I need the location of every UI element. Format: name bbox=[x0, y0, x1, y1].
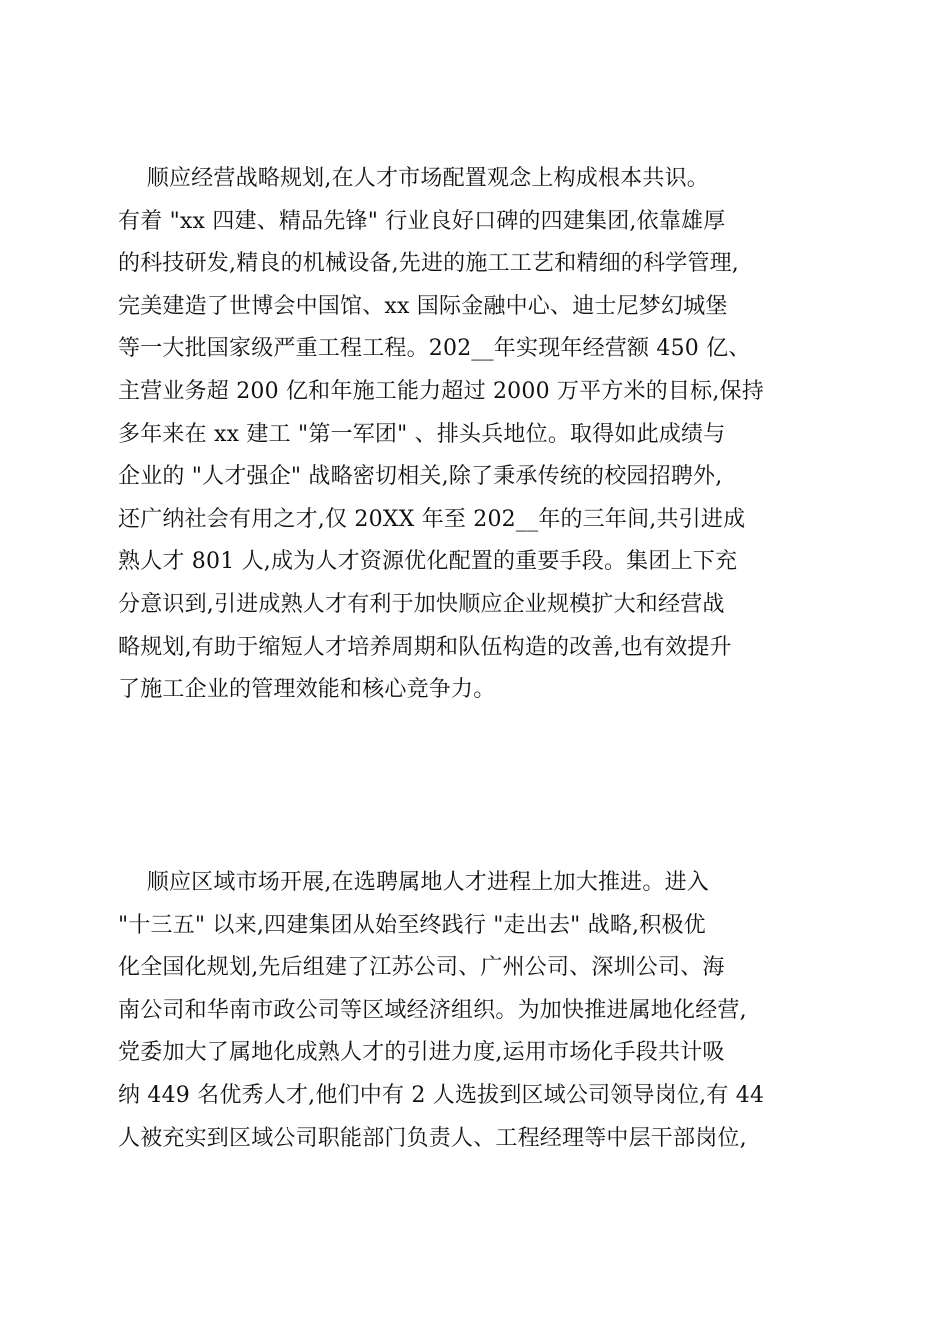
paragraph-regional-talent-recruitment bbox=[118, 862, 838, 1160]
text-line: 有着 "xx 四建、精品先锋" 行业良好口碑的四建集团,依靠雄厚 bbox=[118, 208, 726, 234]
text-line: "十三五" 以来,四建集团从始至终践行 "走出去" 战略,积极优 bbox=[118, 912, 706, 938]
text-line: 党委加大了属地化成熟人才的引进力度,运用市场化手段共计吸 bbox=[118, 1040, 725, 1066]
text-line: 熟人才 801 人,成为人才资源优化配置的重要手段。集团上下充 bbox=[118, 549, 738, 575]
paragraph-talent-market-consensus bbox=[118, 158, 838, 712]
text-line: 完美建造了世博会中国馆、xx 国际金融中心、迪士尼梦幻城堡 bbox=[118, 293, 728, 319]
text-line: 多年来在 xx 建工 "第一军团" 、排头兵地位。取得如此成绩与 bbox=[118, 421, 726, 447]
text-line: 人被充实到区域公司职能部门负责人、工程经理等中层干部岗位, bbox=[118, 1125, 747, 1151]
text-line: 的科技研发,精良的机械设备,先进的施工工艺和精细的科学管理, bbox=[118, 251, 739, 277]
text-line: 分意识到,引进成熟人才有利于加快顺应企业规模扩大和经营战 bbox=[118, 591, 725, 617]
text-line: 纳 449 名优秀人才,他们中有 2 人选拔到区域公司领导岗位,有 44 bbox=[118, 1082, 765, 1108]
text-line: 化全国化规划,先后组建了江苏公司、广州公司、深圳公司、海 bbox=[118, 955, 725, 981]
text-line: 等一大批国家级严重工程工程。202__年实现年经营额 450 亿、 bbox=[118, 336, 751, 362]
text-line: 南公司和华南市政公司等区域经济组织。为加快推进属地化经营, bbox=[118, 997, 747, 1023]
text-line: 了施工企业的管理效能和核心竞争力。 bbox=[118, 677, 496, 703]
text-line: 企业的 "人才强企" 战略密切相关,除了秉承传统的校园招聘外, bbox=[118, 464, 723, 490]
text-line: 还广纳社会有用之才,仅 20XX 年至 202__年的三年间,共引进成 bbox=[118, 506, 746, 532]
text-line: 主营业务超 200 亿和年施工能力超过 2000 万平方米的目标,保持 bbox=[118, 378, 764, 404]
text-line: 顺应经营战略规划,在人才市场配置观念上构成根本共识。 bbox=[118, 166, 709, 191]
text-line: 顺应区域市场开展,在选聘属地人才进程上加大推进。进入 bbox=[118, 870, 709, 895]
text-line: 略规划,有助于缩短人才培养周期和队伍构造的改善,也有效提升 bbox=[118, 634, 732, 660]
